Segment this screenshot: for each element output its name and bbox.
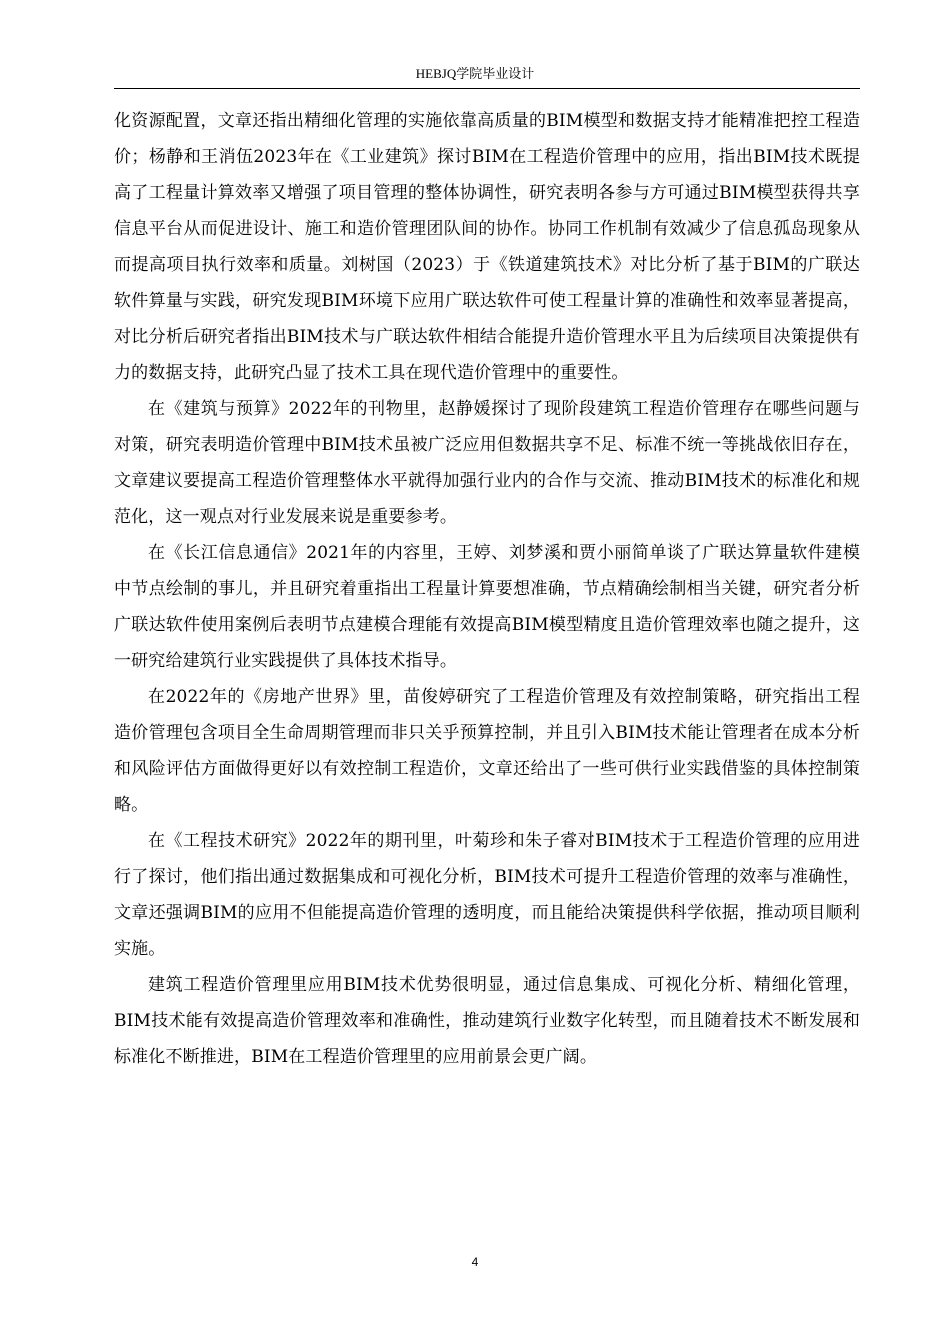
paragraph-summary: 建筑工程造价管理里应用BIM技术优势很明显，通过信息集成、可视化分析、精细化管理，BIM技术能有效提高造价管理效率和准确性，推动建筑行业数字化转型，而且随着技术不断发展和标准化不断推进，BIM在工程造价管理里的应用前景会更广阔。 bbox=[114, 975, 860, 1067]
body-text bbox=[114, 103, 860, 1075]
paragraph-continuation: 化资源配置，文章还指出精细化管理的实施依靠高质量的BIM模型和数据支持才能精准把控工程造价；杨静和王消伍2023年在《工业建筑》探讨BIM在工程造价管理中的应用，指出BIM技术既提高了工程量计算效率又增强了项目管理的整体协调性，研究表明各参与方可通过BIM模型获得共享信息平台从而促进设计、施工和造价管理团队间的协作。协同工作机制有效减少了信息孤岛现象从而提高项目执行效率和质量。刘树国（2023）于《铁道建筑技术》对比分析了基于BIM的广联达软件算量与实践，研究发现BIM环境下应用广联达软件可使工程量计算的准确性和效率显著提高，对比分析后研究者指出BIM技术与广联达软件相结合能提升造价管理水平且为后续项目决策提供有力的数据支持，此研究凸显了技术工具在现代造价管理中的重要性。 bbox=[114, 111, 860, 383]
paragraph-miao-junting: 在2022年的《房地产世界》里，苗俊婷研究了工程造价管理及有效控制策略，研究指出工程造价管理包含项目全生命周期管理而非只关乎预算控制，并且引入BIM技术能让管理者在成本分析和风险评估方面做得更好以有效控制工程造价，文章还给出了一些可供行业实践借鉴的具体控制策略。 bbox=[114, 687, 860, 815]
page-header-title: HEBJQ学院毕业设计 bbox=[415, 66, 535, 81]
paragraph-zhao-jingyuan: 在《建筑与预算》2022年的刊物里，赵静媛探讨了现阶段建筑工程造价管理存在哪些问题与对策，研究表明造价管理中BIM技术虽被广泛应用但数据共享不足、标准不统一等挑战依旧存在，文章建议要提高工程造价管理整体水平就得加强行业内的合作与交流、推动BIM技术的标准化和规范化，这一观点对行业发展来说是重要参考。 bbox=[114, 399, 860, 527]
page-number: 4 bbox=[471, 1255, 479, 1269]
paragraph-ye-juzhen: 在《工程技术研究》2022年的期刊里，叶菊珍和朱子睿对BIM技术于工程造价管理的应用进行了探讨，他们指出通过数据集成和可视化分析，BIM技术可提升工程造价管理的效率与准确性，文章还强调BIM的应用不但能提高造价管理的透明度，而且能给决策提供科学依据，推动项目顺利实施。 bbox=[114, 831, 860, 959]
paragraph-wang-ting: 在《长江信息通信》2021年的内容里，王婷、刘梦溪和贾小丽简单谈了广联达算量软件建模中节点绘制的事儿，并且研究着重指出工程量计算要想准确，节点精确绘制相当关键，研究者分析广联达软件使用案例后表明节点建模合理能有效提高BIM模型精度且造价管理效率也随之提升，这一研究给建筑行业实践提供了具体技术指导。 bbox=[114, 543, 860, 671]
header-divider bbox=[114, 88, 860, 89]
